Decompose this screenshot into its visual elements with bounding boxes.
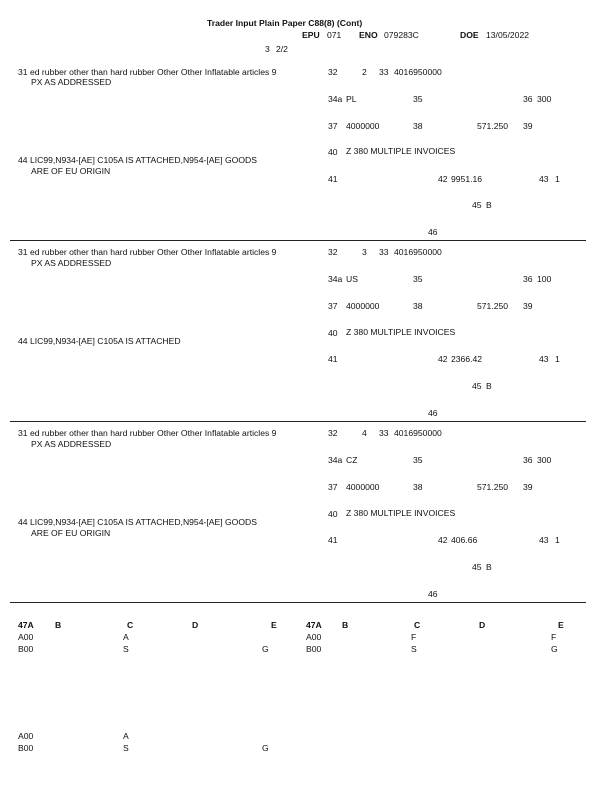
item-value: 406.66 [451,535,478,545]
item-divider [10,602,586,603]
box-45-value: B [486,381,492,391]
net-mass: 571.250 [477,301,509,311]
box-34a-label: 34a [328,274,343,284]
goods-description-cont: PX AS ADDRESSED [31,77,112,87]
goods-description: 31 ed rubber other than hard rubber Other Other Inflatable articles 9 [18,247,277,257]
box-34a-label: 34a [328,94,343,104]
box-32-label: 32 [328,67,338,77]
box-46-label: 46 [428,408,438,418]
item-value: 9951.16 [451,174,483,184]
cpc-code: 4000000 [346,482,380,492]
epu-value: 071 [327,30,342,40]
box-43-value: 1 [555,535,560,545]
cpc-code: 4000000 [346,301,380,311]
tax-method: S [411,644,417,654]
tax-mop: G [262,644,269,654]
box-42-label: 42 [438,174,448,184]
document-title: Trader Input Plain Paper C88(8) (Cont) [207,18,363,28]
item-divider [10,240,586,241]
box-32-label: 32 [328,428,338,438]
origin-country: US [346,274,358,284]
commodity-code: 4016950000 [394,67,442,77]
eno-value: 079283C [384,30,419,40]
epu-label: EPU [302,30,320,40]
tax-col-c-header: C [127,620,134,630]
tax-col-d-header: D [479,620,486,630]
box-45-value: B [486,200,492,210]
tax-mop: G [262,743,269,753]
net-mass: 571.250 [477,482,509,492]
box-34a-label: 34a [328,455,343,465]
previous-document: Z 380 MULTIPLE INVOICES [346,508,456,518]
box-46-label: 46 [428,227,438,237]
eno-label: ENO [359,30,378,40]
tax-col-e-header: E [271,620,277,630]
previous-document: Z 380 MULTIPLE INVOICES [346,327,456,337]
box-45-value: B [486,562,492,572]
tax-method: A [123,731,129,741]
tax-type: A00 [306,632,322,642]
box-39-label: 39 [523,482,533,492]
box-44-statement-cont: ARE OF EU ORIGIN [31,166,111,176]
tax-method: F [411,632,417,642]
tax-method: S [123,644,129,654]
tax-method: A [123,632,129,642]
item-number: 4 [362,428,367,438]
box-40-label: 40 [328,147,338,157]
box-36-value: 300 [537,94,552,104]
item-number: 2 [362,67,367,77]
goods-description-cont: PX AS ADDRESSED [31,439,112,449]
box-47a-header: 47A [18,620,34,630]
doe-label: DOE [460,30,479,40]
box-42-label: 42 [438,354,448,364]
goods-description: 31 ed rubber other than hard rubber Other Other Inflatable articles 9 [18,67,277,77]
box-40-label: 40 [328,328,338,338]
box-36-label: 36 [523,94,533,104]
box-43-value: 1 [555,174,560,184]
tax-col-b-header: B [55,620,62,630]
box-37-label: 37 [328,121,338,131]
tax-method: S [123,743,129,753]
box-42-label: 42 [438,535,448,545]
box-33-label: 33 [379,428,389,438]
box-43-label: 43 [539,174,549,184]
box-35-label: 35 [413,94,423,104]
box-36-value: 300 [537,455,552,465]
tax-type: B00 [306,644,322,654]
tax-type: A00 [18,731,34,741]
box-36-label: 36 [523,274,533,284]
box-39-label: 39 [523,121,533,131]
box-35-label: 35 [413,274,423,284]
box-44-statement: 44 LIC99,N934-[AE] C105A IS ATTACHED,N954-[AE] GOODS [18,517,257,527]
commodity-code: 4016950000 [394,247,442,257]
box-39-label: 39 [523,301,533,311]
item-value: 2366.42 [451,354,483,364]
origin-country: CZ [346,455,358,465]
net-mass: 571.250 [477,121,509,131]
box-45-label: 45 [472,562,482,572]
tax-col-d-header: D [192,620,199,630]
box-43-label: 43 [539,535,549,545]
page-of: 2/2 [276,44,288,54]
box-41-label: 41 [328,174,338,184]
box-32-label: 32 [328,247,338,257]
box-40-label: 40 [328,509,338,519]
box-33-label: 33 [379,67,389,77]
box-45-label: 45 [472,381,482,391]
box-36-label: 36 [523,455,533,465]
goods-description: 31 ed rubber other than hard rubber Other Other Inflatable articles 9 [18,428,277,438]
origin-country: PL [346,94,357,104]
box-45-label: 45 [472,200,482,210]
box-38-label: 38 [413,482,423,492]
box-44-statement: 44 LIC99,N934-[AE] C105A IS ATTACHED,N954-[AE] GOODS [18,155,257,165]
box-35-label: 35 [413,455,423,465]
box-46-label: 46 [428,589,438,599]
item-number: 3 [362,247,367,257]
tax-col-b-header: B [342,620,349,630]
box-44-statement-cont: ARE OF EU ORIGIN [31,528,111,538]
tax-mop: G [551,644,558,654]
previous-document: Z 380 MULTIPLE INVOICES [346,146,456,156]
tax-type: B00 [18,743,34,753]
box-37-label: 37 [328,482,338,492]
doe-value: 13/05/2022 [486,30,530,40]
box-43-value: 1 [555,354,560,364]
box-38-label: 38 [413,121,423,131]
box-44-statement: 44 LIC99,N934-[AE] C105A IS ATTACHED [18,336,181,346]
box-37-label: 37 [328,301,338,311]
item-divider [10,421,586,422]
box-41-label: 41 [328,535,338,545]
box-41-label: 41 [328,354,338,364]
box-33-label: 33 [379,247,389,257]
box-43-label: 43 [539,354,549,364]
commodity-code: 4016950000 [394,428,442,438]
tax-col-c-header: C [414,620,421,630]
goods-description-cont: PX AS ADDRESSED [31,258,112,268]
tax-type: A00 [18,632,34,642]
tax-col-e-header: E [558,620,564,630]
page-number: 3 [265,44,270,54]
tax-mop: F [551,632,557,642]
tax-type: B00 [18,644,34,654]
box-36-value: 100 [537,274,552,284]
box-38-label: 38 [413,301,423,311]
cpc-code: 4000000 [346,121,380,131]
box-47a-header: 47A [306,620,322,630]
